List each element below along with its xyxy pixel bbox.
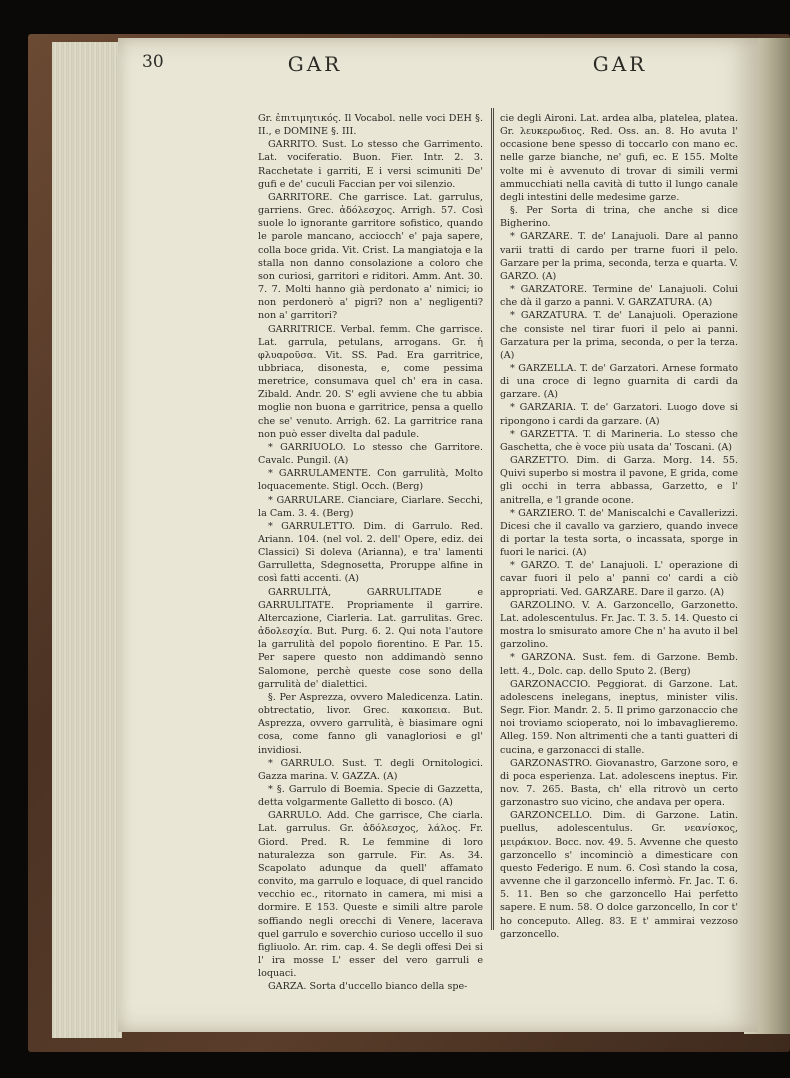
entry-garziero: * GARZIERO. T. de' Maniscalchi e Cavallerizzi. Dicesi che il cavallo va garziero, quando invece di portar la testa sorta, o incassata, sporge in fuori le narici. (A)	[500, 507, 738, 559]
entry-garzetta: * GARZETTA. T. di Marineria. Lo stesso che Gaschetta, che è voce più usata da' Toscani. (A)	[500, 428, 738, 453]
entry-garza-sub: §. Per Sorta di trina, che anche si dice Bigherino.	[500, 205, 738, 230]
entry-garrulare: * GARRULARE. Cianciare, Ciarlare. Secchi, la Cam. 3. 4. (Berg)	[258, 494, 483, 519]
entry-garzaria: * GARZARIA. T. de' Garzatori. Luogo dove si ripongono i cardi da garzare. (A)	[500, 402, 738, 427]
entry-garzoncello: GARZONCELLO. Dim. di Garzone. Latin. puellus, adolescentulus. Gr. νεανίσκος, μειράκιον. Bocc. nov. 49. 5. Avvenne che questo garzoncello s' incominciò a dimesticare con questo Federigo. E num. 6. Così stando la cosa, avvenne che il garzoncello infermò. Fr. Jac. T. 6. 5. 11. Ben so che garzoncello Hai perfetto sapere. E num. 58. O dolce garzoncello, In cor t' ho conceputo. Alleg. 83. E t' ammirai vezzoso garzoncello.	[500, 810, 738, 940]
entry-garzona: * GARZONA. Sust. fem. di Garzone. Bemb. lett. 4., Dolc. cap. dello Sputo 2. (Berg)	[500, 652, 738, 677]
column-divider	[491, 108, 492, 930]
entry-garrulo-sust: * GARRULO. Sust. T. degli Ornitologici. Gazza marina. V. GAZZA. (A)	[258, 757, 483, 782]
entry-garzatura: * GARZATURA. T. de' Lanajuoli. Operazione che consiste nel tirar fuori il pelo ai panni. Garzatura per la prima, seconda, o per la terza. (A)	[500, 310, 738, 361]
entry-garza-cont: cie degli Aironi. Lat. ardea alba, platelea, platea. Gr. λευκερωδιος. Red. Oss. an. 8. Ho avuta l' occasione bene spesso di toccarlo con mano ec. nelle garze bianche, ne' gufi, ec. E 155. Molte volte mi è avvenuto di trovar di simili vermi ammucchiati nella cavità di tutto il lungo canale degli intestini delle medesime garze.	[500, 113, 738, 203]
entry-garruletto: * GARRULETTO. Dim. di Garrulo. Red. Ariann. 104. (nel vol. 2. dell' Opere, ediz. dei Classici) Si doleva (Arianna), e tra' lamenti Garrulletta, Sdegnosetta, Proruppe alfine in così fatti accenti. (A)	[258, 520, 483, 585]
entry-garriuolo: * GARRIUOLO. Lo stesso che Garritore. Cavalc. Pungil. (A)	[258, 441, 483, 467]
entry-text: Gr. ἐπιτιμητικός. Il Vocabol. nelle voci DEH §. II., e DOMINE §. III.	[258, 113, 483, 138]
page-header	[0, 52, 790, 80]
entry-garrulo-add: GARRULO. Add. Che garrisce, Che ciarla. Lat. garrulus. Gr. ἀδόλεσχος, λάλος. Fr. Giord. Pred. R. Le femmine di loro naturalezza son garrule. Fir. As. 34. Scapolato adunque da quell' affamato convito, ma garrulo e loquace, di quel rancido vecchio ec., ritornato in camera, mi misi a dormire. E 153. Queste e simili altre parole soffiando negli orecchi di Venere, lacerava quel garrulo e soverchio curioso uccello il suo figliuolo. Ar. rim. cap. 4. Se degli offesi Dei si l' ira mosse L' esser del vero garruli e loquaci.	[258, 810, 483, 980]
entry-garrito: GARRITO. Sust. Lo stesso che Garrimento. Lat. vociferatio. Buon. Fier. Intr. 2. 3. Racchetate i garriti, E i versi scimuniti De' gufi e de' cuculi Faccian per voi silenzio.	[258, 139, 483, 190]
entry-garzella: * GARZELLA. T. de' Garzatori. Arnese formato di una croce di legno guarnita di cardi da garzare. (A)	[500, 362, 738, 401]
entry-garritore: GARRITORE. Che garrisce. Lat. garrulus, garriens. Grec. ἀδόλεσχος. Arrigh. 57. Così suole lo ignorante garritore sofistico, quando le parole mancano, acciocch' e' paja sapere, colla boce grida. Vit. Crist. La mangiatoja e la stalla non danno consolazione a coloro che son curiosi, garritori e riditori. Amm. Ant. 30. 7. 7. Molti hanno già perdonato a' nimici; io non perdonerò a' pigri? non a' negligenti? non a' garritori?	[258, 191, 483, 322]
entry-garrulo-boemia: * §. Garrulo di Boemia. Specie di Gazzetta, detta volgarmente Galletto di bosco. (A)	[258, 783, 483, 809]
entry-garrulita-sub: §. Per Asprezza, ovvero Maledicenza. Latin. obtrectatio, livor. Grec. κακοπεια. But. Asprezza, ovvero garrulità, è biasimare ogni cosa, come fanno gli vanagloriosi e gl' invidiosi.	[258, 691, 483, 756]
entry-garritrice: GARRITRICE. Verbal. femm. Che garrisce. Lat. garrula, petulans, arrogans. Gr. ἡ φλυαροῦσα. Vit. SS. Pad. Era garritrice, ubbriaca, disonesta, e, come pessima meretrice, consumava quel ch' era in casa. Zibald. Andr. 20. S' egli avviene che tu abbia moglie non buona e garritrice, pensa a quello che se' venuto. Arrigh. 62. La garritrice rana non può esser divelta dal padule.	[258, 323, 483, 440]
right-column	[500, 112, 738, 940]
entry-garzare: * GARZARE. T. de' Lanajuoli. Dare al panno varii tratti di cardo per trarne fuori il pelo. Garzare per la prima, seconda, terza e quarta. V. GARZO. (A)	[500, 231, 738, 282]
entry-garzetto: GARZETTO. Dim. di Garza. Morg. 14. 55. Quivi superbo si mostra il pavone, E grida, come gli occhi in terra abbassa, Garzetto, e l' anitrella, e 'l grande ocone.	[500, 455, 738, 506]
entry-garzonaccio: GARZONACCIO. Peggiorat. di Garzone. Lat. adolescens inelegans, ineptus, minister vilis. Segr. Fior. Mandr. 2. 5. Il primo garzonaccio che noi troviamo scioperato, noi lo imbavaglieremo. Alleg. 159. Non altrimenti che a tanti guatteri di cucina, e garzonacci di stalle.	[500, 678, 738, 756]
entry-garzolino: GARZOLINO. V. A. Garzoncello, Garzonetto. Lat. adolescentulus. Fr. Jac. T. 3. 5. 14. Questo ci mostra lo smisurato amore Che n' ha avuto il bel garzolino.	[500, 599, 738, 651]
entry-garzonastro: GARZONASTRO. Giovanastro, Garzone soro, e di poca esperienza. Lat. adolescens ineptus. Fir. nov. 7. 265. Basta, ch' ella ritrovò un certo garzonastro suo vicino, che andava per opera.	[500, 757, 738, 809]
running-headword-left: GAR	[287, 52, 343, 76]
left-column	[258, 112, 483, 993]
page-edges	[52, 42, 122, 1038]
entry-garzatore: * GARZATORE. Termine de' Lanajuoli. Colui che dà il garzo a panni. V. GARZATURA. (A)	[500, 284, 738, 309]
entry-garza: GARZA. Sorta d'uccello bianco della spe-	[268, 981, 468, 993]
running-headword-right: GAR	[592, 52, 648, 76]
page-number: 30	[142, 52, 164, 72]
entry-garrulita: GARRULITÀ, GARRULITADE e GARRULITATE. Propriamente il garrire. Altercazione, Ciarleria. Lat. garrulitas. Grec. ἀδολεσχία. But. Purg. 6. 2. Qui nota l'autore la garrulità del popolo fiorentino. E Par. 15. Per sapere questo non addimandò senno Salomone, perchè queste cose sono della garrulità de' dialettici.	[258, 586, 483, 690]
entry-garrulamente: * GARRULAMENTE. Con garrulità, Molto loquacemente. Stigl. Occh. (Berg)	[258, 468, 483, 493]
entry-garzo: * GARZO. T. de' Lanajuoli. L' operazione di cavar fuori il pelo a' panni co' cardi a ciò appropriati. Ved. GARZARE. Dare il garzo. (A)	[500, 560, 738, 598]
